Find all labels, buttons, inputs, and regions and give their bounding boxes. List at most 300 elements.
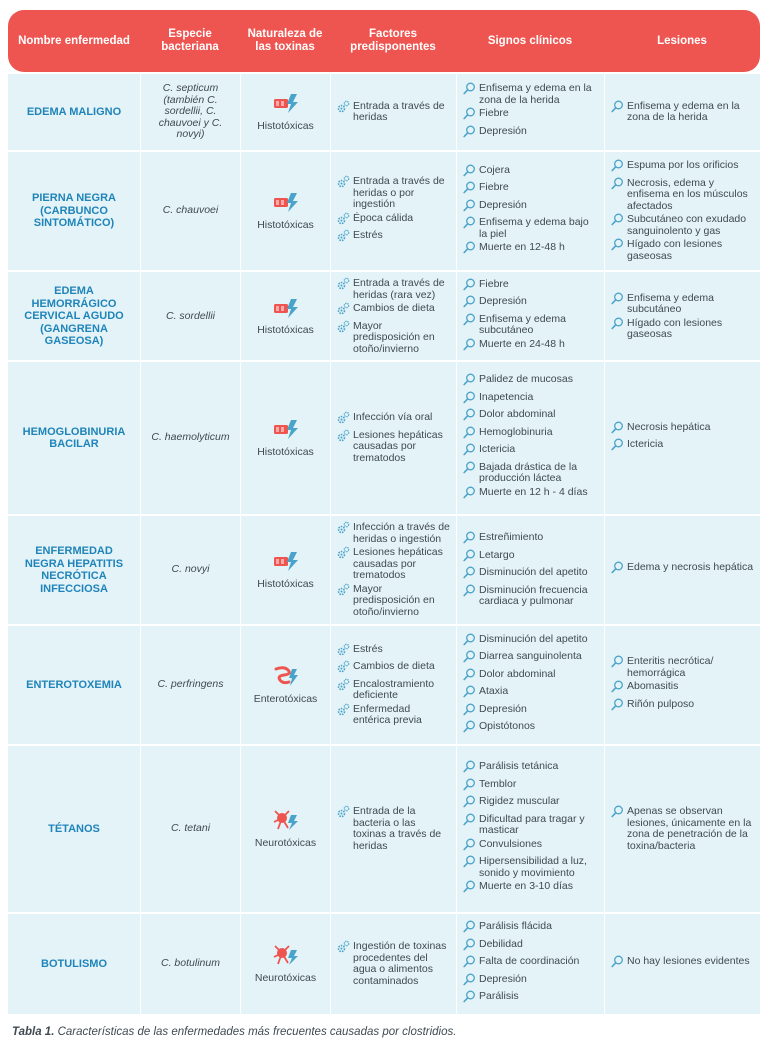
bacterial-species: C. sordellii — [140, 272, 240, 361]
lesion-item — [611, 101, 754, 124]
sign-item-text: Enfisema y edema subcutáneo — [479, 312, 566, 337]
neurotoxic-icon — [272, 944, 300, 973]
lesion-item — [611, 699, 754, 715]
sign-item-text: Palidez de mucosas — [479, 373, 573, 385]
factor-item-list — [337, 276, 450, 357]
sign-item-text: Depresión — [479, 972, 527, 985]
sign-item-text: Hemoglobinuria — [479, 425, 553, 438]
factor-item — [337, 704, 450, 727]
magnifier-icon — [463, 409, 479, 425]
factor-item-list — [337, 520, 450, 620]
magnifier-icon — [463, 444, 479, 460]
magnifier-icon — [463, 217, 479, 233]
toxin-nature — [240, 362, 330, 514]
sign-item-list — [463, 372, 598, 504]
histotoxic-icon — [272, 550, 300, 579]
gear-icon — [337, 584, 353, 600]
gear-icon — [337, 644, 353, 660]
toxin-nature — [240, 152, 330, 270]
magnifier-icon — [463, 856, 479, 872]
sign-item — [463, 83, 598, 106]
factor-item-list — [337, 410, 450, 466]
toxin-label: Histotóxicas — [257, 445, 314, 458]
histotoxic-icon — [272, 92, 300, 121]
lesion-item — [611, 656, 754, 679]
factor-item-list — [337, 804, 450, 854]
lesion-item — [611, 178, 754, 213]
lesion-item-text: Espuma por los orificios — [627, 159, 739, 171]
gear-icon — [337, 661, 353, 677]
magnifier-icon — [463, 704, 479, 720]
factor-item — [337, 230, 450, 246]
lesions — [604, 74, 760, 150]
lesion-item — [611, 806, 754, 852]
gear-icon — [337, 547, 353, 563]
magnifier-icon — [611, 239, 627, 255]
lesion-item — [611, 214, 754, 237]
factor-item-list — [337, 174, 450, 248]
sign-item — [463, 532, 598, 548]
gear-icon — [337, 704, 353, 720]
factor-item — [337, 584, 450, 619]
lesions — [604, 272, 760, 361]
lesion-item-list — [611, 99, 754, 126]
lesions — [604, 152, 760, 270]
magnifier-icon — [611, 422, 627, 438]
factor-item-list — [337, 99, 450, 126]
sign-item — [463, 279, 598, 295]
sign-item-text: Depresión — [479, 124, 527, 137]
enterotoxic-icon — [272, 665, 300, 694]
table-row — [8, 362, 760, 516]
sign-item-text: Muerte en 24-48 h — [479, 337, 565, 350]
sign-item-list — [463, 919, 598, 1009]
sign-item — [463, 487, 598, 503]
magnifier-icon — [463, 182, 479, 198]
histotoxic-icon — [272, 191, 300, 220]
magnifier-icon — [463, 392, 479, 408]
sign-item-text: Muerte en 3-10 días — [479, 880, 573, 893]
lesion-item-text: Enfisema y edema en la zona de la herida — [627, 99, 740, 123]
magnifier-icon — [611, 101, 627, 117]
factor-item — [337, 321, 450, 356]
magnifier-icon — [463, 339, 479, 355]
toxin-label: Histotóxicas — [257, 119, 314, 132]
histotoxic-icon — [272, 297, 300, 326]
sign-item-list — [463, 81, 598, 143]
sign-item — [463, 165, 598, 181]
toxin-nature — [240, 74, 330, 150]
lesions — [604, 914, 760, 1014]
factor-item — [337, 430, 450, 465]
disease-name: HEMOGLOBINURIA BACILAR — [22, 425, 126, 450]
sign-item-text: Disminución frecuencia cardiaca y pulmonar — [479, 583, 588, 608]
sign-item — [463, 200, 598, 216]
sign-item — [463, 956, 598, 972]
sign-item-text: Parálisis tetánica — [479, 760, 559, 773]
table-row — [8, 746, 760, 914]
gear-icon — [337, 430, 353, 446]
sign-item-list — [463, 163, 598, 260]
sign-item-text: Letargo — [479, 548, 515, 561]
factor-item-text: Ingestión de toxinas procedentes del agua o alimentos contaminados — [353, 940, 447, 987]
bacterial-species: C. haemolyticum — [140, 362, 240, 514]
factor-item — [337, 679, 450, 702]
lesion-item — [611, 562, 754, 578]
sign-item — [463, 567, 598, 583]
magnifier-icon — [611, 656, 627, 672]
magnifier-icon — [611, 681, 627, 697]
toxin-label: Neurotóxicas — [254, 971, 317, 984]
lesion-item-list — [611, 158, 754, 264]
gear-icon — [337, 522, 353, 538]
sign-item — [463, 779, 598, 795]
sign-item-list — [463, 530, 598, 610]
sign-item-text: Temblor — [479, 777, 517, 790]
bacterial-species: C. botulinum — [140, 914, 240, 1014]
sign-item-text: Debilidad — [479, 937, 523, 950]
predisposing-factors — [330, 516, 456, 624]
factor-item-text: Enfermedad entérica previa — [353, 702, 422, 726]
disease-name: BOTULISMO — [41, 957, 107, 970]
sign-item-text: Enfisema y edema en la zona de la herida — [479, 82, 592, 106]
sign-item — [463, 427, 598, 443]
factor-item — [337, 522, 450, 545]
factor-item — [337, 303, 450, 319]
lesion-item-text: Enfisema y edema subcutáneo — [627, 291, 714, 315]
gear-icon — [337, 321, 353, 337]
sign-item-text: Hipersensibilidad a luz, sonido y movimiento — [479, 855, 587, 879]
sign-item — [463, 296, 598, 312]
lesion-item-text: Hígado con lesiones gaseosas — [627, 316, 723, 340]
sign-item — [463, 796, 598, 812]
lesions — [604, 746, 760, 912]
table-row — [8, 914, 760, 1016]
sign-item — [463, 314, 598, 337]
lesion-item-text: Necrosis hepática — [627, 420, 711, 433]
header-toxin: Naturaleza de las toxinas — [247, 28, 323, 53]
sign-item-text: Disminución del apetito — [479, 632, 588, 645]
gear-icon — [337, 412, 353, 428]
sign-item-text: Muerte en 12-48 h — [479, 241, 565, 253]
sign-item-text: Muerte en 12 h - 4 días — [479, 485, 588, 498]
header-name: Nombre enfermedad — [18, 34, 130, 47]
clinical-signs — [456, 362, 604, 514]
gear-icon — [337, 213, 353, 229]
disease-name: ENFERMEDAD NEGRA HEPATITIS NECRÓTICA INFECCIOSA — [24, 545, 124, 595]
magnifier-icon — [611, 160, 627, 176]
sign-item — [463, 991, 598, 1007]
caption-text: Características de las enfermedades más frecuentes causadas por clostridios. — [54, 1026, 457, 1038]
clinical-signs — [456, 914, 604, 1014]
clinical-signs — [456, 516, 604, 624]
magnifier-icon — [463, 761, 479, 777]
sign-item — [463, 126, 598, 142]
factor-item — [337, 806, 450, 852]
sign-item-text: Dificultad para tragar y masticar — [479, 812, 585, 837]
magnifier-icon — [611, 562, 627, 578]
predisposing-factors — [330, 626, 456, 744]
magnifier-icon — [463, 974, 479, 990]
sign-item — [463, 939, 598, 955]
sign-item-text: Depresión — [479, 702, 527, 715]
lesion-item-text: Enteritis necrótica/ hemorrágica — [627, 655, 714, 679]
magnifier-icon — [463, 532, 479, 548]
magnifier-icon — [463, 796, 479, 812]
magnifier-icon — [463, 651, 479, 667]
sign-item — [463, 856, 598, 879]
magnifier-icon — [463, 669, 479, 685]
factor-item-text: Mayor predisposición en otoño/invierno — [353, 319, 435, 355]
sign-item-text: Fiebre — [479, 181, 509, 193]
lesion-item-list — [611, 560, 754, 580]
sign-item-text: Fiebre — [479, 107, 509, 119]
magnifier-icon — [463, 165, 479, 181]
sign-item-list — [463, 632, 598, 739]
gear-icon — [337, 278, 353, 294]
table-body — [8, 74, 760, 1016]
magnifier-icon — [463, 686, 479, 702]
lesion-item-list — [611, 420, 754, 457]
disease-name: ENTEROTOXEMIA — [26, 678, 122, 691]
sign-item-text: Fiebre — [479, 277, 509, 290]
magnifier-icon — [611, 178, 627, 194]
magnifier-icon — [463, 83, 479, 99]
sign-item-text: Diarrea sanguinolenta — [479, 650, 582, 662]
sign-item-text: Depresión — [479, 295, 527, 308]
lesion-item-text: Edema y necrosis hepática — [627, 561, 754, 574]
factor-item-text: Infección a través de heridas o ingestión — [353, 521, 450, 545]
magnifier-icon — [611, 439, 627, 455]
clinical-signs — [456, 746, 604, 912]
lesion-item-list — [611, 654, 754, 716]
disease-name: PIERNA NEGRA (CARBUNCO SINTOMÁTICO) — [32, 192, 116, 230]
table-row — [8, 152, 760, 272]
magnifier-icon — [463, 585, 479, 601]
factor-item-text: Estrés — [353, 642, 383, 655]
factor-item — [337, 213, 450, 229]
sign-item — [463, 444, 598, 460]
lesion-item — [611, 422, 754, 438]
factor-item-list — [337, 939, 450, 989]
neurotoxic-icon — [272, 809, 300, 838]
magnifier-icon — [463, 374, 479, 390]
lesion-item — [611, 160, 754, 176]
lesion-item — [611, 239, 754, 262]
header-factors: Factores predisponentes — [350, 28, 436, 53]
toxin-label: Enterotóxicas — [253, 692, 318, 705]
sign-item — [463, 217, 598, 240]
magnifier-icon — [611, 293, 627, 309]
lesion-item-text: Hígado con lesiones gaseosas — [627, 238, 723, 262]
factor-item — [337, 941, 450, 987]
predisposing-factors — [330, 746, 456, 912]
gear-icon — [337, 941, 353, 957]
sign-item-text: Bajada drástica de la producción láctea — [479, 460, 578, 484]
factor-item — [337, 412, 450, 428]
sign-item-text: Convulsiones — [479, 837, 543, 850]
factor-item-text: Lesiones hepáticas causadas por trematodos — [353, 546, 443, 581]
sign-item — [463, 721, 598, 737]
toxin-nature — [240, 272, 330, 361]
toxin-label: Histotóxicas — [257, 218, 314, 231]
table-header — [8, 10, 760, 72]
magnifier-icon — [463, 991, 479, 1007]
factor-item-text: Estrés — [353, 229, 383, 242]
magnifier-icon — [463, 462, 479, 478]
sign-item — [463, 921, 598, 937]
sign-item — [463, 839, 598, 855]
sign-item-list — [463, 277, 598, 357]
table-caption — [8, 1026, 760, 1038]
disease-name: TÉTANOS — [48, 822, 100, 835]
sign-item — [463, 974, 598, 990]
magnifier-icon — [611, 806, 627, 822]
lesion-item-list — [611, 804, 754, 854]
magnifier-icon — [463, 200, 479, 216]
sign-item — [463, 392, 598, 408]
magnifier-icon — [463, 126, 479, 142]
sign-item-text: Ictericia — [479, 443, 516, 455]
magnifier-icon — [463, 634, 479, 650]
sign-item — [463, 108, 598, 124]
sign-item-text: Depresión — [479, 198, 527, 211]
clinical-signs — [456, 626, 604, 744]
sign-item — [463, 242, 598, 258]
magnifier-icon — [463, 881, 479, 897]
factor-item-text: Lesiones hepáticas causadas por trematodos — [353, 428, 443, 464]
lesion-item — [611, 681, 754, 697]
sign-item — [463, 634, 598, 650]
lesion-item — [611, 439, 754, 455]
factor-item-text: Época cálida — [353, 211, 414, 224]
predisposing-factors — [330, 914, 456, 1014]
factor-item — [337, 101, 450, 124]
sign-item-text: Parálisis — [479, 990, 519, 1003]
bacterial-species: C. septicum (también C. sordellii, C. chauvoei y C. novyi) — [140, 74, 240, 150]
sign-item-text: Enfisema y edema bajo la piel — [479, 216, 589, 240]
sign-item — [463, 550, 598, 566]
sign-item — [463, 409, 598, 425]
sign-item-text: Disminución del apetito — [479, 566, 588, 579]
toxin-nature — [240, 746, 330, 912]
gear-icon — [337, 176, 353, 192]
magnifier-icon — [463, 314, 479, 330]
table-row — [8, 272, 760, 362]
lesion-item-list — [611, 291, 754, 343]
header-signs: Signos clínicos — [487, 34, 573, 47]
toxin-label: Histotóxicas — [257, 577, 314, 590]
magnifier-icon — [463, 567, 479, 583]
lesion-item-text: Necrosis, edema y enfisema en los músculos afectados — [627, 176, 748, 212]
sign-item-text: Dolor abdominal — [479, 408, 556, 420]
gear-icon — [337, 679, 353, 695]
lesions — [604, 362, 760, 514]
table-container — [8, 10, 760, 1038]
factor-item-text: Entrada a través de heridas — [353, 99, 445, 123]
gear-icon — [337, 806, 353, 822]
sign-item-text: Ataxia — [479, 685, 509, 697]
magnifier-icon — [463, 921, 479, 937]
lesion-item — [611, 956, 754, 972]
factor-item — [337, 278, 450, 301]
caption-label: Tabla 1. — [12, 1026, 55, 1038]
lesion-item-text: Apenas se observan lesiones, únicamente en la zona de penetración de la toxina/bacteria — [627, 805, 752, 852]
bacterial-species: C. novyi — [140, 516, 240, 624]
predisposing-factors — [330, 272, 456, 361]
lesion-item — [611, 318, 754, 341]
gear-icon — [337, 230, 353, 246]
sign-item-text: Parálisis flácida — [479, 920, 552, 933]
sign-item — [463, 761, 598, 777]
header-species: Especie bacteriana — [161, 28, 219, 53]
factor-item-text: Cambios de dieta — [353, 660, 435, 672]
sign-item-text: Dolor abdominal — [479, 667, 556, 680]
histotoxic-icon — [272, 418, 300, 447]
magnifier-icon — [463, 296, 479, 312]
lesion-item-text: Riñón pulposo — [627, 697, 695, 710]
sign-item-text: Cojera — [479, 163, 510, 176]
lesions — [604, 626, 760, 744]
lesion-item-text: Ictericia — [627, 438, 664, 450]
factor-item-text: Entrada de la bacteria o las toxinas a través de heridas — [353, 805, 442, 852]
bacterial-species: C. tetani — [140, 746, 240, 912]
magnifier-icon — [463, 839, 479, 855]
lesion-item-list — [611, 954, 754, 974]
table-row — [8, 516, 760, 626]
factor-item — [337, 644, 450, 660]
sign-item-text: Opistótonos — [479, 720, 536, 732]
factor-item-text: Entrada a través de heridas (rara vez) — [353, 277, 445, 301]
sign-item — [463, 374, 598, 390]
magnifier-icon — [463, 550, 479, 566]
bacterial-species: C. chauvoei — [140, 152, 240, 270]
sign-item — [463, 669, 598, 685]
sign-item-text: Rigidez muscular — [479, 795, 560, 808]
clinical-signs — [456, 272, 604, 361]
table-row — [8, 626, 760, 746]
sign-item-list — [463, 759, 598, 899]
sign-item — [463, 814, 598, 837]
table-row — [8, 74, 760, 152]
toxin-label: Histotóxicas — [257, 324, 314, 336]
magnifier-icon — [463, 427, 479, 443]
header-lesions: Lesiones — [657, 34, 707, 47]
sign-item — [463, 585, 598, 608]
sign-item — [463, 182, 598, 198]
lesion-item-text: Abomasitis — [627, 680, 679, 692]
magnifier-icon — [611, 214, 627, 230]
magnifier-icon — [463, 779, 479, 795]
sign-item — [463, 686, 598, 702]
sign-item — [463, 462, 598, 485]
predisposing-factors — [330, 152, 456, 270]
predisposing-factors — [330, 74, 456, 150]
magnifier-icon — [611, 318, 627, 334]
toxin-nature — [240, 626, 330, 744]
toxin-nature — [240, 516, 330, 624]
lesions — [604, 516, 760, 624]
predisposing-factors — [330, 362, 456, 514]
factor-item-text: Infección vía oral — [353, 411, 433, 423]
magnifier-icon — [611, 699, 627, 715]
sign-item — [463, 339, 598, 355]
bacterial-species: C. perfringens — [140, 626, 240, 744]
factor-item — [337, 547, 450, 582]
sign-item-text: Estreñimiento — [479, 531, 544, 544]
magnifier-icon — [463, 279, 479, 295]
factor-item — [337, 176, 450, 211]
